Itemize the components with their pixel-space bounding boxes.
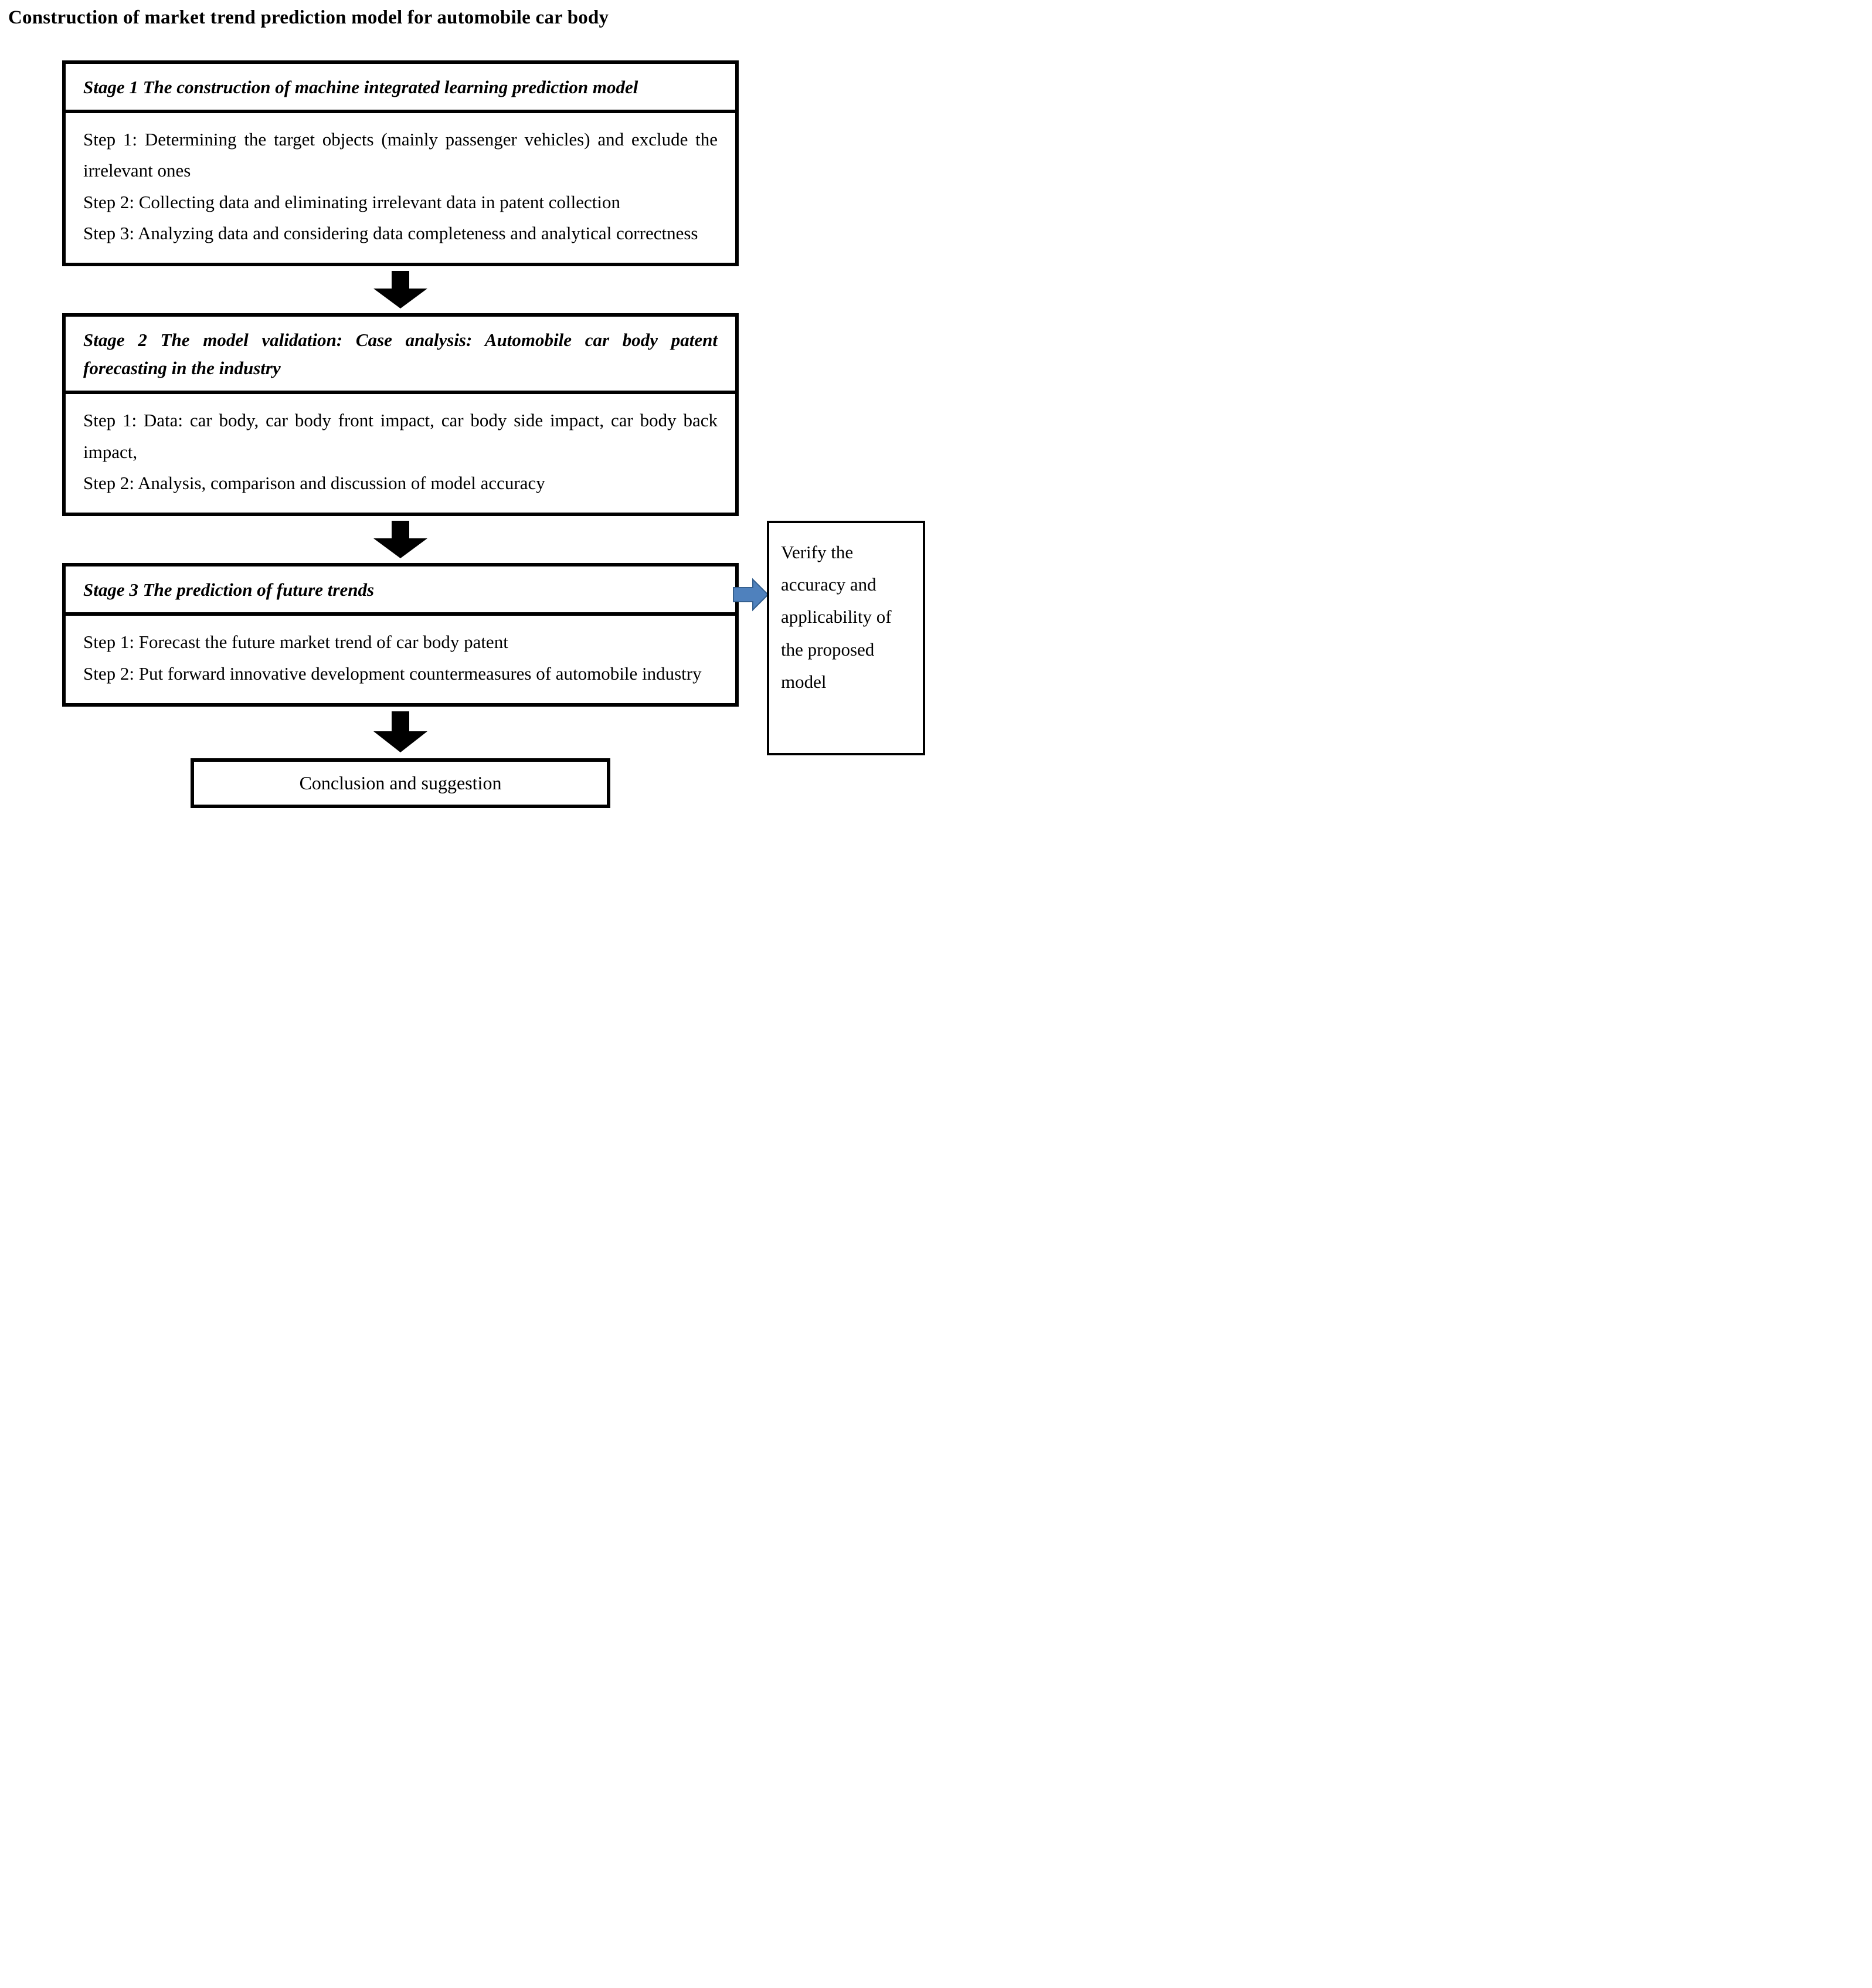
blue-right-arrow-icon xyxy=(733,578,769,612)
stage-1-body xyxy=(66,113,735,263)
conclusion-label: Conclusion and suggestion xyxy=(299,772,502,793)
stage-3-header: Stage 3 The prediction of future trends xyxy=(66,566,735,616)
stage-2-body xyxy=(66,394,735,513)
verify-box-text: Verify the accuracy and applicability of the proposed model xyxy=(781,542,892,692)
down-arrow-icon xyxy=(373,711,427,752)
down-arrow-shape xyxy=(373,271,427,308)
diagram-title: Construction of market trend prediction model for automobile car body xyxy=(8,7,609,28)
stage-3-step-2: Step 2: Put forward innovative development countermeasures of automobile industry xyxy=(83,663,702,684)
conclusion-box xyxy=(191,758,610,808)
down-arrow-icon xyxy=(373,521,427,558)
blue-right-arrow-shape xyxy=(733,579,768,610)
flowchart-diagram xyxy=(0,0,936,994)
verify-box xyxy=(767,521,925,755)
stage-1-step-1: Step 1: Determining the target objects (mainly passenger vehicles) and exclude the irrelevant ones xyxy=(83,129,718,181)
stage-2-box xyxy=(62,313,739,516)
stage-2-step-1: Step 1: Data: car body, car body front impact, car body side impact, car body back impact, xyxy=(83,410,718,462)
stage-1-step-2: Step 2: Collecting data and eliminating irrelevant data in patent collection xyxy=(83,191,620,212)
stage-1-header: Stage 1 The construction of machine integrated learning prediction model xyxy=(66,64,735,113)
stage-2-header: Stage 2 The model validation: Case analysis: Automobile car body patent forecasting in the industry xyxy=(66,317,735,394)
stage-1-step-3: Step 3: Analyzing data and considering data completeness and analytical correctness xyxy=(83,222,698,243)
down-arrow-shape xyxy=(373,711,427,752)
stage-2-step-2: Step 2: Analysis, comparison and discussion of model accuracy xyxy=(83,473,545,494)
stage-3-box xyxy=(62,563,739,707)
stage-3-body xyxy=(66,616,735,703)
down-arrow-icon xyxy=(373,271,427,308)
down-arrow-shape xyxy=(373,521,427,558)
stage-3-step-1: Step 1: Forecast the future market trend of car body patent xyxy=(83,632,508,653)
main-column xyxy=(62,60,739,808)
stage-1-box xyxy=(62,60,739,266)
